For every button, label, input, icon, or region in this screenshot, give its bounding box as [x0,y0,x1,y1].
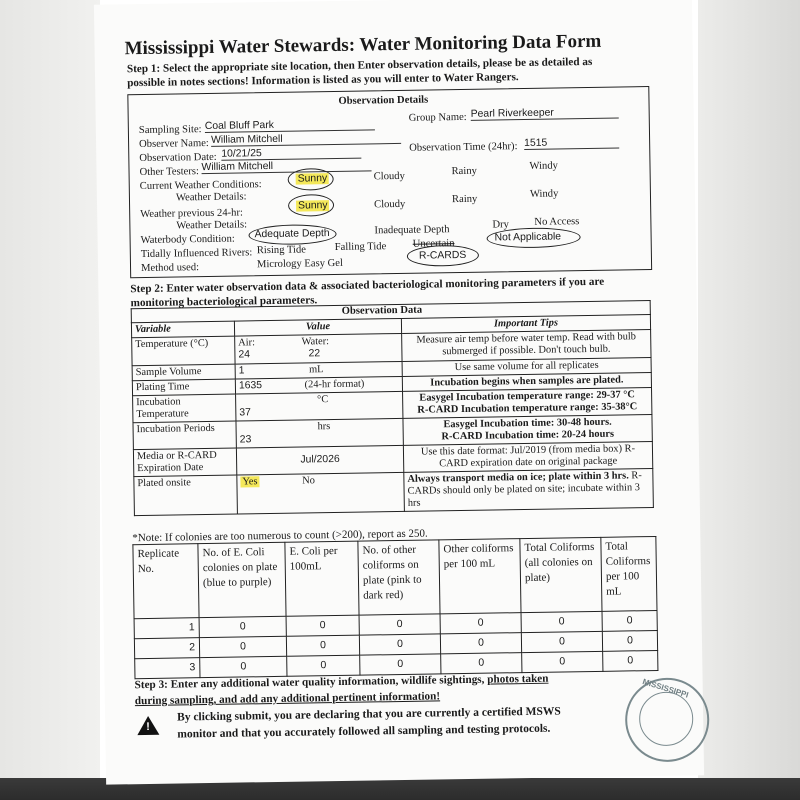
selection-circle [407,245,479,267]
total-coliforms-cell[interactable]: 0 [522,651,603,672]
step2-line1: Step 2: Enter water observation data & associated bacteriological monitoring parameters if you are [130,275,605,296]
other-per-100ml-cell[interactable]: 0 [441,653,522,674]
other-coliforms-cell[interactable]: 0 [359,634,440,655]
header-ecoli-colonies: No. of E. Coli colonies on plate (blue to purple) [198,542,286,617]
other-per-100ml-cell[interactable]: 0 [440,613,521,634]
observation-details-box [127,86,652,278]
incubation-periods-tip-rcard: R-CARD Incubation time: 20-24 hours [441,428,615,443]
incubation-temp-unit: °C [317,394,329,406]
ecoli-per-100ml-cell[interactable]: 0 [286,615,359,636]
column-header-value: Value [234,318,401,336]
weather-details-label: Weather Details: [175,191,247,204]
header-replicate: Replicate No. [133,544,199,619]
observation-data-table [131,314,654,516]
plated-onsite-tip: R-CARDs should only be plated on site; incubate within 3 hrs [407,470,642,509]
tidal-option-rising[interactable]: Rising Tide [256,244,307,257]
selection-circle [248,224,336,245]
weather-option-rainy[interactable]: Rainy [451,165,477,178]
temperature-value-cell[interactable] [235,333,402,364]
plated-option-no[interactable]: No [302,475,315,487]
incubation-periods-unit: hrs [317,421,331,433]
weather-prev-option-cloudy[interactable]: Cloudy [374,198,406,211]
step3-line1: Step 3: Enter any additional water quality information, wildlife sightings, photos taken [134,672,549,692]
waterbody-option-adequate[interactable]: Adequate Depth [254,228,330,241]
ecoli-per-100ml-cell[interactable]: 0 [287,655,360,676]
replicate-number: 1 [134,618,199,639]
header-other-coliforms: No. of other coliforms on plate (pink to dark red) [358,540,440,615]
tidal-option-uncertain[interactable]: Uncertain [412,238,455,250]
weather-prev-label: Weather previous 24-hr: [140,207,243,221]
incubation-temp-tip-cell [403,388,652,419]
other-per-100ml-cell[interactable]: 0 [440,633,521,654]
group-name-field[interactable]: Pearl Riverkeeper [471,107,619,121]
total-per-100ml-cell[interactable]: 0 [602,630,657,651]
air-value[interactable]: 24 [238,349,251,361]
waterbody-option-no-access[interactable]: No Access [534,216,580,228]
selection-circle [486,227,580,248]
current-weather-label: Current Weather Conditions: [139,179,262,193]
air-label: Air: [238,337,256,349]
background-left [0,0,100,800]
replicate-table [132,536,658,679]
sample-volume-tip: Use same volume for all replicates [402,358,651,377]
disclaimer-line2: monitor and that you accurately followed all sampling and testing protocols. [177,722,551,741]
total-per-100ml-cell[interactable]: 0 [603,650,658,671]
seal-inner-ring [639,691,694,746]
weather-prev-option-windy[interactable]: Windy [529,188,559,200]
incubation-periods-label: Incubation Periods [133,421,236,450]
step1-line2: possible in notes sections! Information is listed as you will enter to Water Rangers. [127,71,519,90]
ecoli-colonies-cell[interactable]: 0 [199,616,286,637]
total-coliforms-cell[interactable]: 0 [521,611,602,632]
weather-details-label-2: Weather Details: [176,219,248,232]
media-expiration-value[interactable]: Jul/2026 [236,445,403,475]
method-option-easygel[interactable]: Micrology Easy Gel [256,257,344,271]
plated-option-yes[interactable]: Yes [242,476,258,488]
observation-time-label: Observation Time (24hr): [409,141,518,154]
incubation-temp-label: Incubation Temperature [133,394,236,423]
media-expiration-label: Media or R-CARD Expiration Date [133,448,236,477]
plated-onsite-label: Plated onsite [134,475,238,516]
replicate-number: 3 [135,658,200,679]
ecoli-colonies-cell[interactable]: 0 [200,656,287,677]
header-other-per-100ml: Other coliforms per 100 mL [439,539,521,614]
disclaimer-line1: By clicking submit, you are declaring that you are currently a certified MSWS [177,705,561,724]
incubation-temp-tip-rcard: R-CARD Incubation temperature range: 35-38°C [417,401,638,416]
step2-line2: monitoring bacteriological parameters. [130,294,318,310]
weather-option-cloudy[interactable]: Cloudy [373,170,405,183]
group-name-label: Group Name: [408,111,467,124]
plated-onsite-cell[interactable] [237,472,405,514]
observer-name-label: Observer Name: [139,137,209,151]
column-header-tips: Important Tips [401,315,650,334]
sample-volume-label: Sample Volume [132,364,235,381]
media-expiration-tip: Use this date format: Jul/2019 (from media box) R-CARD expiration date on original package [403,442,652,473]
observation-data-heading: Observation Data [341,304,423,317]
plating-time-tip: Incubation begins when samples are plated. [402,373,651,392]
observation-details-heading: Observation Details [338,94,429,107]
step1-line1: Step 1: Select the appropriate site location, then Enter observation details, please be as detailed as [126,55,593,76]
header-total-per-100ml: Total Coliforms per 100 mL [601,536,657,611]
seal-text: MISSISSIPPI [641,677,690,700]
water-label: Water: [301,336,330,348]
selection-circle [288,194,334,217]
total-coliforms-cell[interactable]: 0 [521,631,602,652]
other-testers-label: Other Testers: [139,166,200,179]
sample-volume-value[interactable]: 1 [238,365,245,377]
observation-date-label: Observation Date: [139,151,217,165]
method-option-rcards[interactable]: R-CARDS [418,249,467,262]
observation-time-field[interactable]: 1515 [524,137,619,150]
incubation-periods-tip-easygel: Easygel Incubation time: 30-48 hours. [443,416,612,431]
waterbody-condition-label: Waterbody Condition: [140,233,235,247]
form-title: Mississippi Water Stewards: Water Monitoring Data Form [124,30,602,60]
selection-circle [288,168,334,191]
paper-form [94,0,704,785]
ecoli-per-100ml-cell[interactable]: 0 [286,635,359,656]
msws-seal-logo [625,677,710,762]
step3-line2: during sampling, and add any additional pertinent information! [134,690,441,708]
ecoli-colonies-cell[interactable]: 0 [199,636,286,657]
water-value[interactable]: 22 [308,348,321,360]
temperature-tip: Measure air temp before water temp. Read with bulb submerged if possible. Don't touch bulb. [402,330,651,362]
waterbody-option-dry[interactable]: Dry [492,219,509,231]
incubation-temp-value[interactable]: 37 [239,407,251,419]
weather-option-sunny[interactable]: Sunny [297,173,328,185]
sampling-site-label: Sampling Site: [138,124,202,137]
weather-prev-option-rainy[interactable]: Rainy [451,193,478,206]
method-label: Method used: [140,262,200,275]
plating-time-value[interactable]: 1635 [238,380,263,392]
column-header-variable: Variable [131,321,234,338]
tidal-option-falling[interactable]: Falling Tide [334,241,387,253]
plating-time-label: Plating Time [132,379,235,396]
replicate-number: 2 [134,638,199,659]
sample-volume-unit: mL [308,364,324,376]
temperature-label: Temperature (°C) [132,336,235,366]
other-coliforms-cell[interactable]: 0 [360,654,441,675]
other-coliforms-cell[interactable]: 0 [359,614,440,635]
plating-time-unit: (24-hr format) [304,378,365,391]
incubation-temp-cell[interactable] [236,391,403,421]
sampling-site-field[interactable]: Coal Bluff Park [205,118,375,133]
incubation-periods-tip-cell [403,415,652,446]
total-per-100ml-cell[interactable]: 0 [602,610,657,631]
waterbody-option-inadequate[interactable]: Inadequate Depth [374,224,450,237]
plated-onsite-tip-bold: Always transport media on ice; plate within 3 hrs. [407,470,629,485]
weather-option-windy[interactable]: Windy [529,160,559,172]
tidal-option-not-applicable[interactable]: Not Applicable [494,231,562,244]
colonies-note: *Note: If colonies are too numerous to count (>200), report as 250. [132,527,428,545]
header-total-coliforms: Total Coliforms (all colonies on plate) [520,537,602,612]
observer-name-field[interactable]: William Mitchell [211,132,401,147]
plated-onsite-tip-cell [404,469,654,512]
background-right [698,0,800,800]
header-ecoli-per-100ml: E. Coli per 100mL [285,541,359,616]
other-testers-field[interactable]: William Mitchell [201,159,371,174]
incubation-periods-cell[interactable] [236,418,403,448]
incubation-temp-tip-easygel: Easygel Incubation temperature range: 29-37 °C [419,389,635,404]
weather-prev-option-sunny[interactable]: Sunny [298,200,328,212]
incubation-periods-value[interactable]: 23 [239,434,252,446]
observation-date-field[interactable]: 10/21/25 [221,147,361,161]
warning-icon: ! [137,716,159,735]
tidal-label: Tidally Influenced Rivers: [140,247,253,261]
